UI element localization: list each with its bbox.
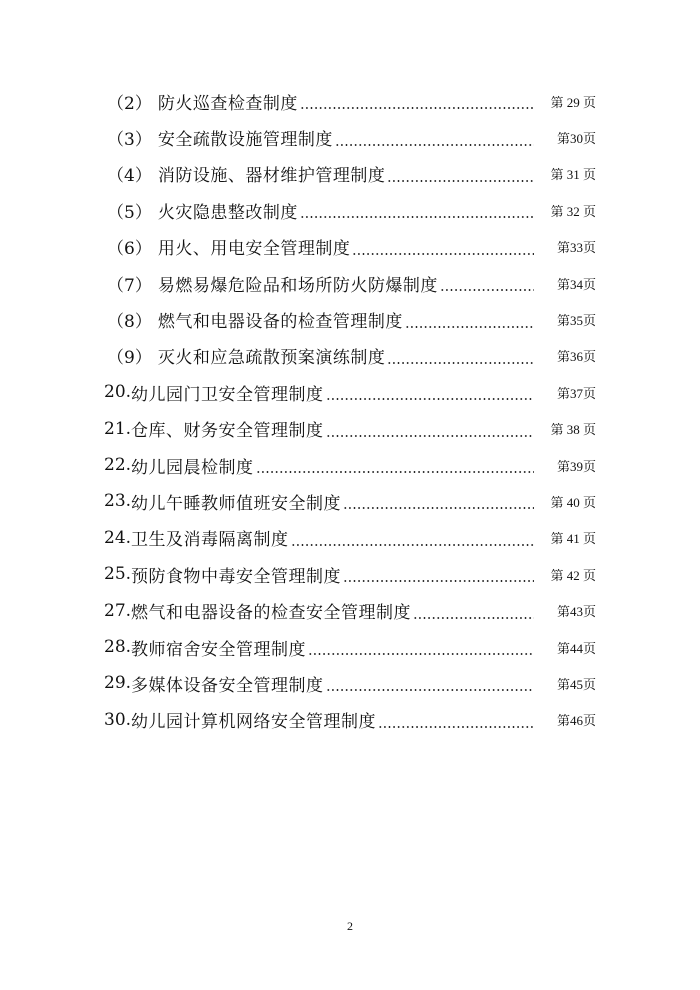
entry-page-ref: 第 38 页 xyxy=(550,422,596,438)
entry-number: 27. xyxy=(104,600,132,621)
entry-page-ref: 第46页 xyxy=(556,713,596,729)
entry-page-ref: 第45页 xyxy=(556,676,596,692)
toc-entry xyxy=(0,265,700,301)
entry-number: 22. xyxy=(104,455,132,476)
entry-title: 多媒体设备安全管理制度 xyxy=(131,675,324,696)
toc-entry xyxy=(0,483,700,519)
dot-leader xyxy=(291,544,534,546)
dot-leader xyxy=(378,726,534,728)
entry-page-ref: 第 41 页 xyxy=(550,531,596,547)
dot-leader xyxy=(343,507,534,509)
entry-title: 用火、用电安全管理制度 xyxy=(157,239,351,260)
entry-page-ref: 第43页 xyxy=(556,604,596,620)
toc-entry xyxy=(0,229,700,265)
dot-leader xyxy=(387,180,534,182)
entry-title: 预防食物中毒安全管理制度 xyxy=(131,566,342,587)
entry-number: 20. xyxy=(104,382,132,403)
toc-entry xyxy=(0,338,700,374)
entry-title: 卫生及消毒隔离制度 xyxy=(131,530,289,551)
entry-page-ref: 第 31 页 xyxy=(550,167,596,183)
dot-leader xyxy=(343,580,534,582)
entry-page-ref: 第 29 页 xyxy=(550,94,596,110)
entry-title: 防火巡查检查制度 xyxy=(157,93,298,114)
dot-leader xyxy=(387,362,534,364)
dot-leader xyxy=(326,398,534,400)
entry-page-ref: 第 40 页 xyxy=(550,494,596,510)
entry-page-ref: 第30页 xyxy=(556,131,596,147)
entry-title: 燃气和电器设备的检查管理制度 xyxy=(157,312,403,333)
dot-leader xyxy=(352,253,534,255)
toc-entry xyxy=(0,301,700,337)
entry-page-ref: 第44页 xyxy=(556,640,596,656)
entry-number: （3） xyxy=(107,130,152,151)
entry-number: 23. xyxy=(104,491,132,512)
entry-number: 21. xyxy=(104,418,132,439)
entry-number: 29. xyxy=(104,673,132,694)
entry-page-ref: 第 42 页 xyxy=(550,567,596,583)
dot-leader xyxy=(440,289,534,291)
entry-title: 幼儿园计算机网络安全管理制度 xyxy=(131,712,377,733)
entry-number: （9） xyxy=(107,348,152,369)
dot-leader xyxy=(256,471,534,473)
toc-entry xyxy=(0,592,700,628)
toc-entry xyxy=(0,665,700,701)
dot-leader xyxy=(326,689,534,691)
entry-number: （6） xyxy=(107,239,152,260)
entry-title: 灭火和应急疏散预案演练制度 xyxy=(157,348,386,369)
entry-number: 25. xyxy=(104,564,132,585)
dot-leader xyxy=(300,107,534,109)
dot-leader xyxy=(405,326,534,328)
toc-entry xyxy=(0,119,700,155)
entry-number: （4） xyxy=(107,166,152,187)
entry-number: 24. xyxy=(104,527,132,548)
entry-page-ref: 第34页 xyxy=(556,276,596,292)
toc-entry xyxy=(0,374,700,410)
entry-title: 易燃易爆危险品和场所防火防爆制度 xyxy=(157,275,438,296)
dot-leader xyxy=(326,435,534,437)
toc-entry xyxy=(0,83,700,119)
toc-entry xyxy=(0,629,700,665)
toc-entry xyxy=(0,702,700,738)
entry-title: 幼儿园门卫安全管理制度 xyxy=(131,384,324,405)
table-of-contents xyxy=(0,83,700,738)
entry-title: 幼儿园晨检制度 xyxy=(131,457,254,478)
entry-number: （7） xyxy=(107,275,152,296)
entry-title: 幼儿午睡教师值班安全制度 xyxy=(131,493,342,514)
entry-number: 30. xyxy=(104,709,132,730)
toc-entry xyxy=(0,520,700,556)
entry-number: （8） xyxy=(107,312,152,333)
dot-leader xyxy=(300,216,534,218)
toc-entry xyxy=(0,192,700,228)
entry-title: 安全疏散设施管理制度 xyxy=(157,130,333,151)
entry-page-ref: 第 32 页 xyxy=(550,203,596,219)
entry-title: 火灾隐患整改制度 xyxy=(157,202,298,223)
entry-title: 燃气和电器设备的检查安全管理制度 xyxy=(131,603,412,624)
entry-title: 消防设施、器材维护管理制度 xyxy=(157,166,386,187)
entry-title: 教师宿舍安全管理制度 xyxy=(131,639,307,660)
dot-leader xyxy=(413,617,534,619)
toc-entry xyxy=(0,156,700,192)
entry-number: （2） xyxy=(107,93,152,114)
dot-leader xyxy=(335,144,534,146)
toc-entry xyxy=(0,411,700,447)
dot-leader xyxy=(308,653,534,655)
entry-page-ref: 第33页 xyxy=(556,240,596,256)
entry-number: （5） xyxy=(107,202,152,223)
toc-entry xyxy=(0,556,700,592)
toc-entry xyxy=(0,447,700,483)
entry-page-ref: 第37页 xyxy=(556,385,596,401)
entry-number: 28. xyxy=(104,637,132,658)
page-number: 2 xyxy=(347,919,353,933)
entry-page-ref: 第36页 xyxy=(556,349,596,365)
entry-page-ref: 第35页 xyxy=(556,313,596,329)
entry-title: 仓库、财务安全管理制度 xyxy=(131,421,324,442)
entry-page-ref: 第39页 xyxy=(556,458,596,474)
